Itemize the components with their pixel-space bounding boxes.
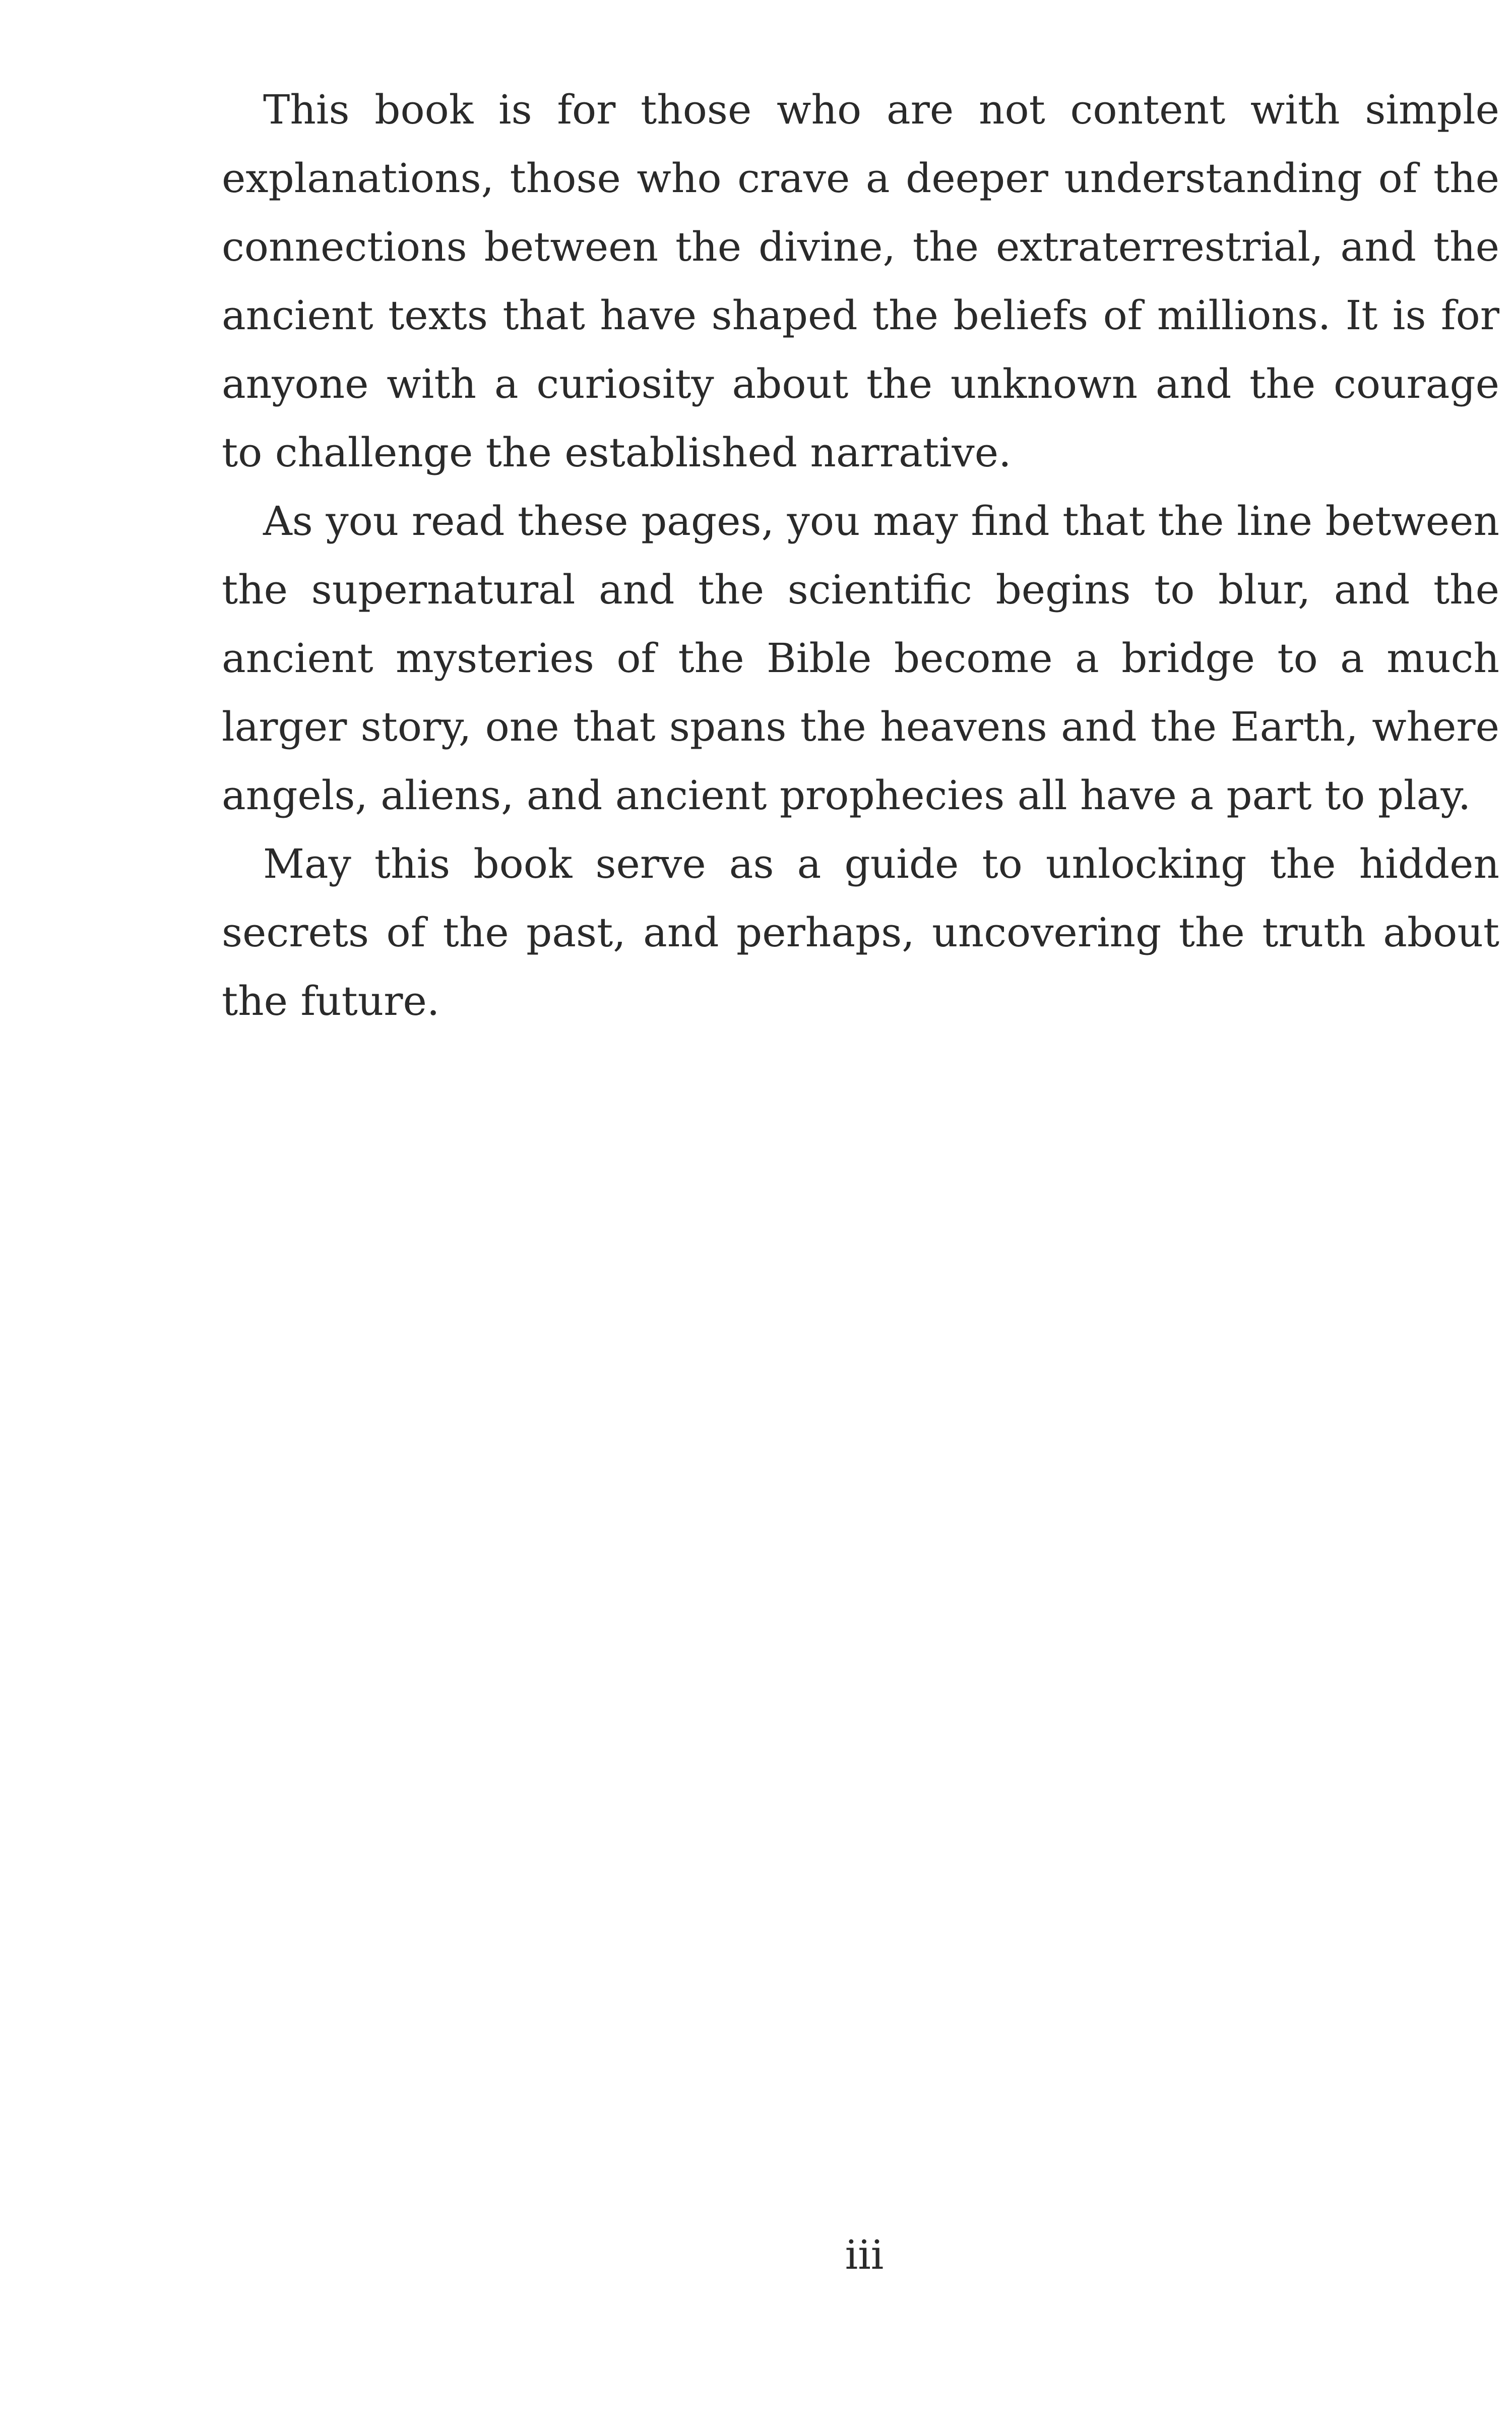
body-text	[222, 76, 1499, 1036]
paragraph-3: May this book serve as a guide to unlocking the hidden secrets of the past, and perhaps, uncovering the truth about the future.	[222, 840, 1499, 1024]
paragraph-2: As you read these pages, you may find that the line between the supernatural and the scientific begins to blur, and the ancient mysteries of the Bible become a bridge to a much larger story, one that spans the heavens and the Earth, where angels, aliens, and ancient prophecies all have a part to play.	[222, 498, 1499, 819]
page-number: iii	[845, 2231, 884, 2278]
paragraph-1: This book is for those who are not content with simple explanations, those who crave a deeper understanding of the connections between the divine, the extraterrestrial, and the ancient texts that have shaped the beliefs of millions. It is for anyone with a curiosity about the unknown and the courage to challenge the established narrative.	[222, 86, 1499, 476]
